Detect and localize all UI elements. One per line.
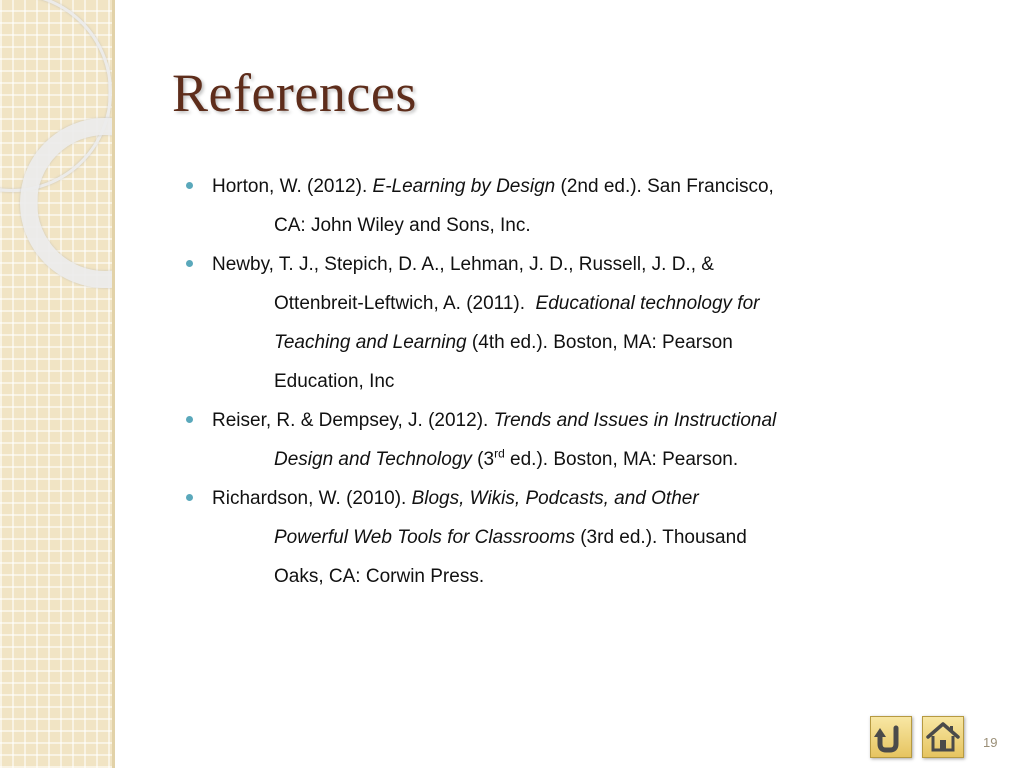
reference-line: Ottenbreit-Leftwich, A. (2011). Educational technology for (274, 293, 760, 314)
reference-line: Richardson, W. (2010). Blogs, Wikis, Podcasts, and Other (212, 488, 699, 509)
home-icon (923, 717, 963, 757)
reference-item (186, 245, 906, 401)
reference-line: Design and Technology (3rd ed.). Boston, MA: Pearson. (274, 446, 739, 470)
decorative-sidebar (0, 0, 112, 768)
sidebar-divider (112, 0, 115, 768)
bullet-icon (186, 494, 193, 501)
reference-line: CA: John Wiley and Sons, Inc. (274, 215, 531, 236)
reference-line: Education, Inc (274, 371, 395, 392)
reference-line: Horton, W. (2012). E-Learning by Design (2nd ed.). San Francisco, (212, 176, 774, 197)
slide-title: References (172, 63, 417, 123)
back-button[interactable] (870, 716, 912, 758)
bullet-icon (186, 260, 193, 267)
page-number: 19 (983, 735, 998, 750)
reference-item (186, 401, 906, 479)
reference-item (186, 167, 906, 245)
reference-line: Teaching and Learning (4th ed.). Boston, MA: Pearson (274, 332, 733, 353)
reference-line: Reiser, R. & Dempsey, J. (2012). Trends and Issues in Instructional (212, 410, 777, 431)
bullet-icon (186, 182, 193, 189)
reference-list (186, 167, 906, 596)
reference-line: Newby, T. J., Stepich, D. A., Lehman, J. D., Russell, J. D., & (212, 254, 714, 275)
reference-line: Powerful Web Tools for Classrooms (3rd ed.). Thousand (274, 527, 747, 548)
reference-item (186, 479, 906, 596)
reference-line: Oaks, CA: Corwin Press. (274, 566, 485, 587)
home-button[interactable] (922, 716, 964, 758)
return-arrow-icon (871, 717, 911, 757)
bullet-icon (186, 416, 193, 423)
